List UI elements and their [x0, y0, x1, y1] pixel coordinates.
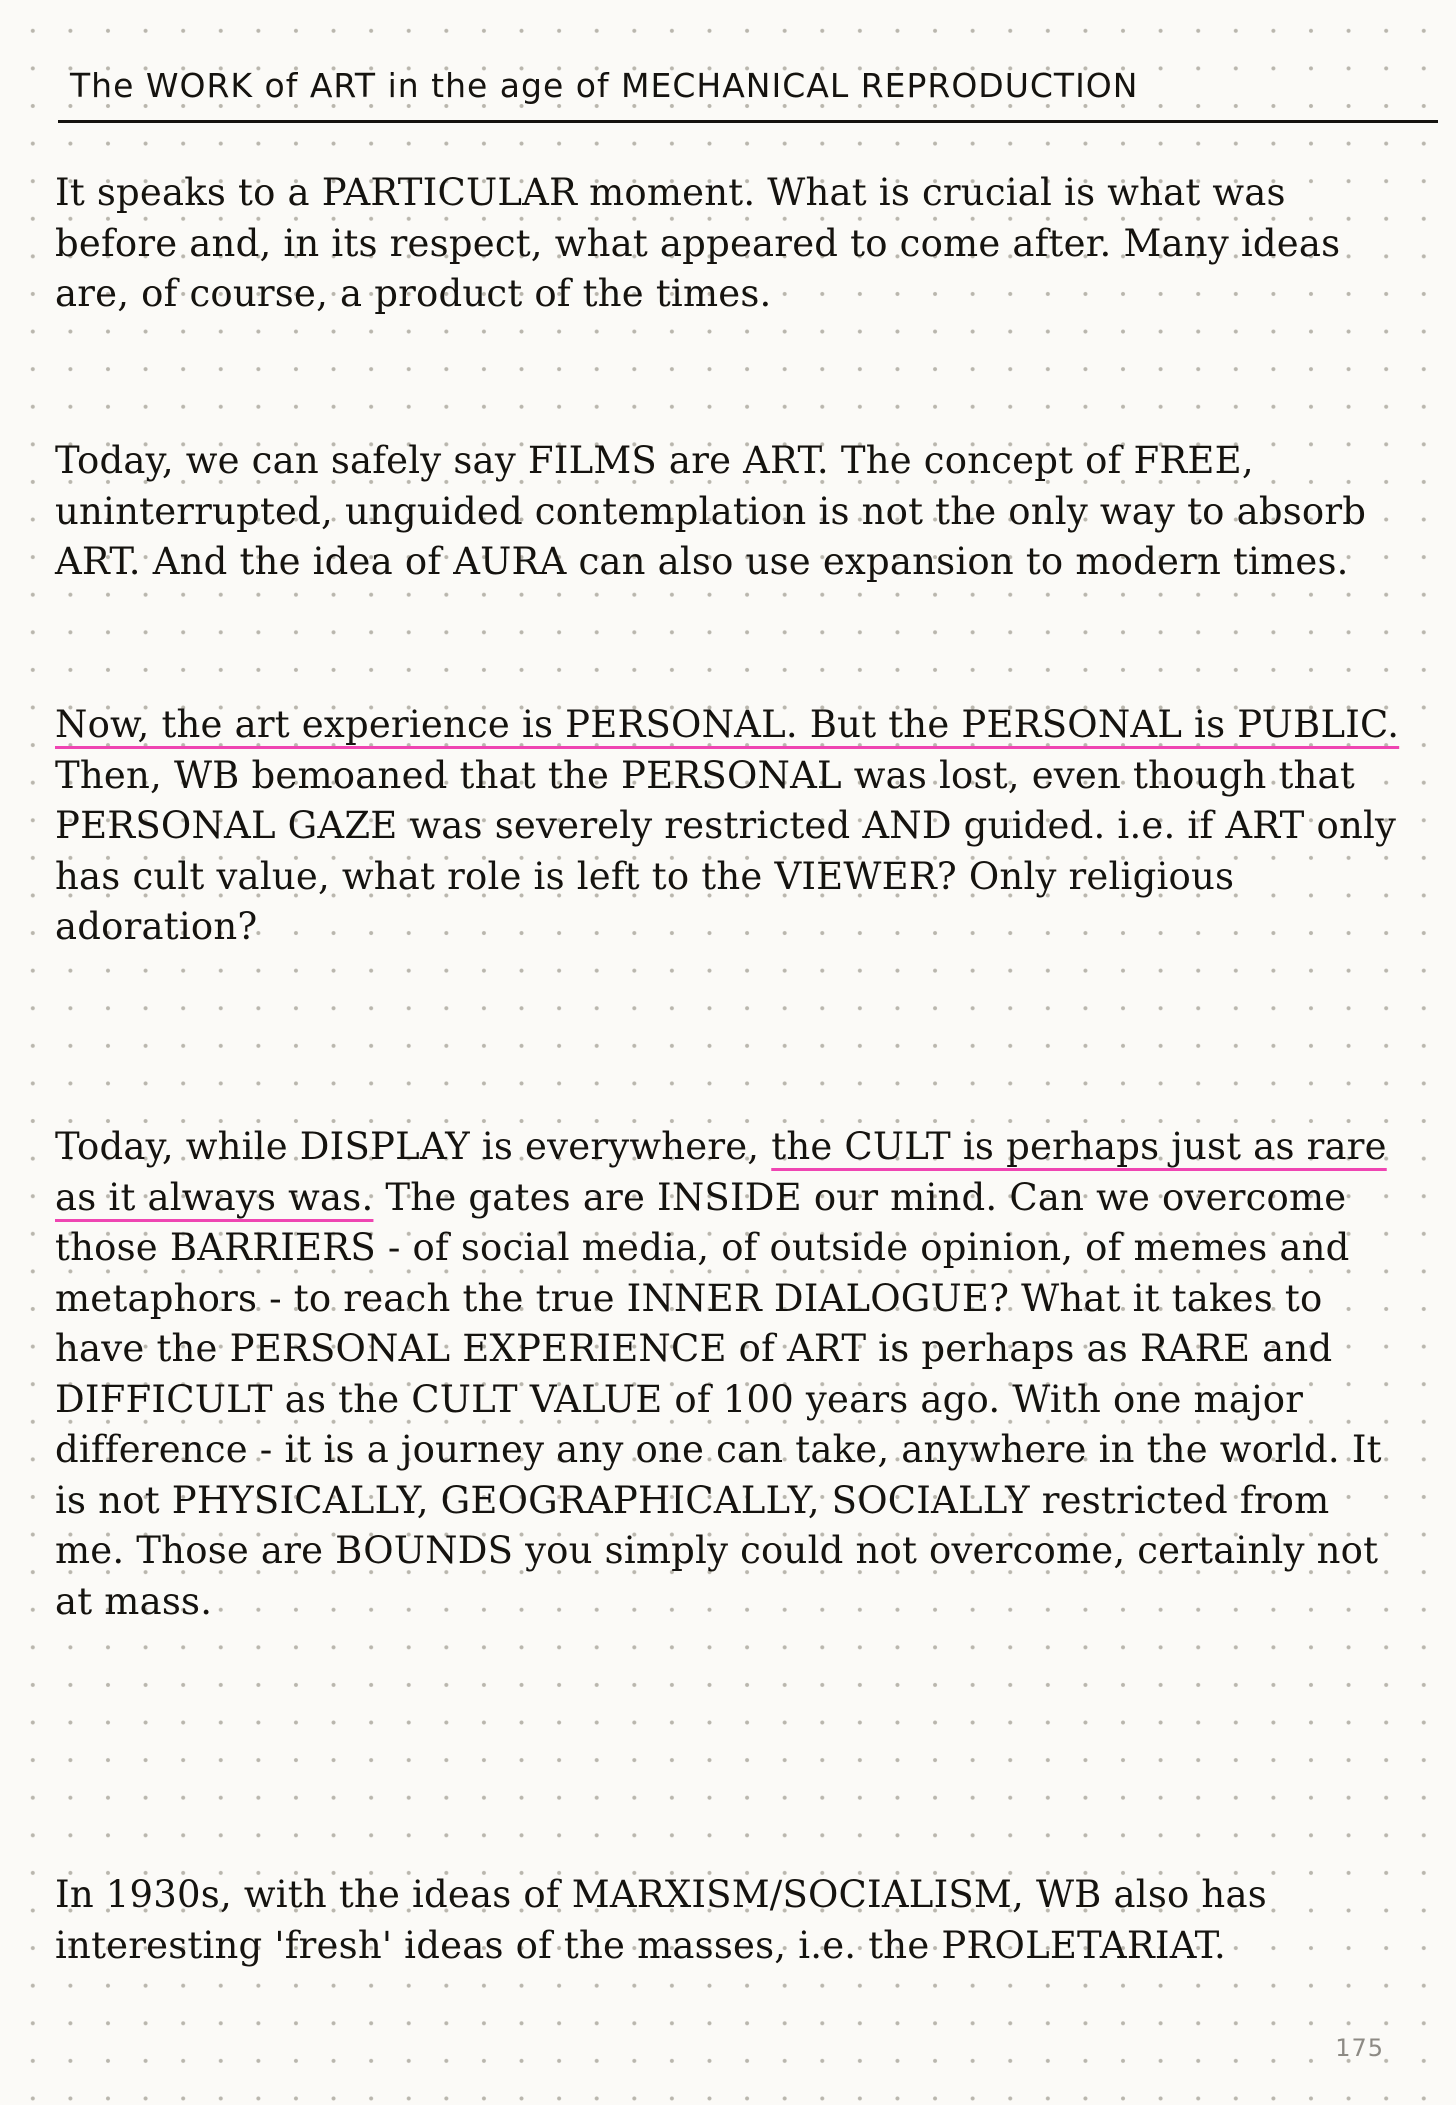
paragraph-cult-is-rare [55, 1122, 1405, 1627]
paragraph-text: The gates are INSIDE our mind. Can we overcome those BARRIERS - of social media, of outside opinion, of memes and metaphors - to reach the true INNER DIALOGUE? What it takes to have the PERSONAL EXPERIENCE of ART is perhaps as RARE and DIFFICULT as the CULT VALUE of 100 years ago. With one major difference - it is a journey any one can take, anywhere in the world. It is not PHYSICALLY, GEOGRAPHICALLY, SOCIALLY restricted from me. Those are BOUNDS you simply could not overcome, certainly not at mass. [55, 1175, 1382, 1623]
title-underline [58, 120, 1438, 123]
paragraph-text: In 1930s, with the ideas of MARXISM/SOCIALISM, WB also has interesting 'fresh' ideas of the masses, i.e. the PROLETARIAT. [55, 1873, 1267, 1967]
paragraph-lead: Today, while DISPLAY is everywhere, [55, 1125, 760, 1168]
paragraph-films-are-art [55, 436, 1405, 588]
highlighted-sentence: the CULT is perhaps just as rare as it always was. [55, 1125, 1387, 1219]
paragraph-text: It speaks to a PARTICULAR moment. What is crucial is what was before and, in its respect, what appeared to come after. Many ideas are, of course, a product of the times. [55, 171, 1341, 315]
paragraph-personal-is-public [55, 700, 1405, 953]
paragraph-particular-moment [55, 168, 1405, 320]
paragraph-text: Then, WB bemoaned that the PERSONAL was lost, even though that PERSONAL GAZE was severely restricted AND guided. i.e. if ART only has cult value, what role is left to the VIEWER? Only religious adoration? [55, 753, 1397, 948]
page-title: The WORK of ART in the age of MECHANICAL REPRODUCTION [70, 66, 1139, 105]
paragraph-marxism-socialism [55, 1870, 1405, 1971]
paragraph-text: Today, we can safely say FILMS are ART. The concept of FREE, uninterrupted, unguided contemplation is not the only way to absorb ART. And the idea of AURA can also use expansion to modern times. [55, 439, 1367, 583]
page-number: 175 [1335, 2034, 1384, 2062]
highlighted-sentence: Now, the art experience is PERSONAL. But the PERSONAL is PUBLIC. [55, 703, 1400, 746]
